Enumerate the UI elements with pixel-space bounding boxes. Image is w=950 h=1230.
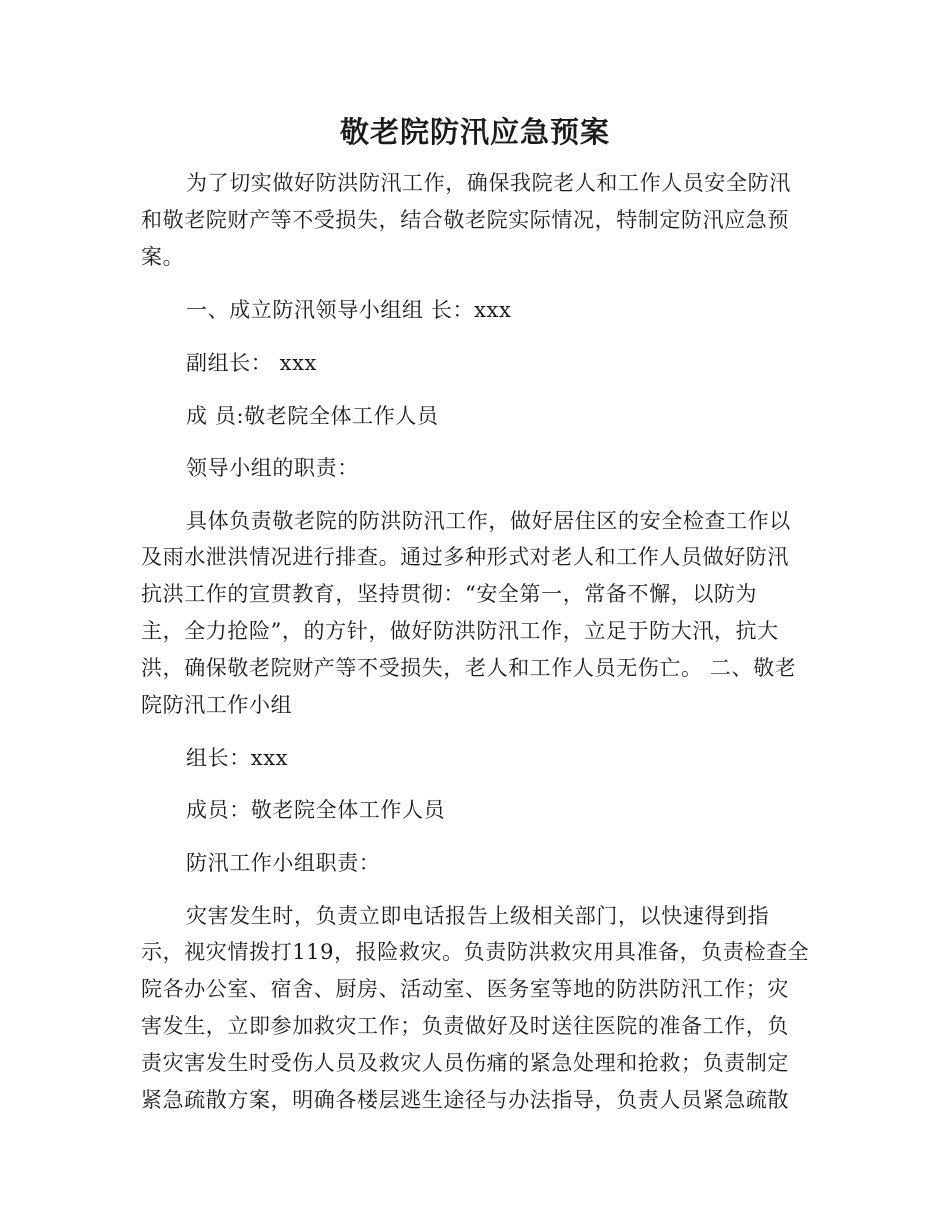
paragraph-line: 组长：xxx xyxy=(186,746,289,770)
paragraph-line: 洪，确保敬老院财产等不受损失，老人和工作人员无伤亡。 二、敬老 xyxy=(141,656,797,680)
document-title: 敬老院防汛应急预案 xyxy=(339,115,610,149)
paragraph-line: 防汛工作小组职责： xyxy=(186,851,381,875)
paragraph-line: 及雨水泄洪情况进行排查。通过多种形式对老人和工作人员做好防汛 xyxy=(141,545,789,569)
paragraph-line: 领导小组的职责： xyxy=(186,456,359,480)
paragraph-line: 责灾害发生时受伤人员及救灾人员伤痛的紧急处理和抢救；负责制定 xyxy=(141,1051,789,1075)
paragraph-line: 具体负责敬老院的防洪防汛工作，做好居住区的安全检查工作以 xyxy=(186,509,791,533)
paragraph-line: 成员：敬老院全体工作人员 xyxy=(186,798,446,822)
paragraph-line: 院各办公室、宿舍、厨房、活动室、医务室等地的防洪防汛工作；灾 xyxy=(141,977,789,1001)
section-heading: 一、成立防汛领导小组组 长：xxx xyxy=(186,298,512,322)
paragraph-line: 成 员:敬老院全体工作人员 xyxy=(186,404,439,428)
paragraph-line: 主，全力抢险”，的方针，做好防洪防汛工作，立足于防大汛，抗大 xyxy=(141,619,779,643)
paragraph-line: 害发生，立即参加救灾工作；负责做好及时送往医院的准备工作，负 xyxy=(141,1014,789,1038)
paragraph-line: 院防汛工作小组 xyxy=(141,693,293,717)
paragraph-line: 示，视灾情拨打119，报险救灾。负责防洪救灾用具准备，负责检查全 xyxy=(141,940,810,964)
paragraph-line: 抗洪工作的宣贯教育，坚持贯彻：“安全第一，常备不懈，以防为 xyxy=(141,582,758,606)
paragraph-line: 案。 xyxy=(141,245,185,269)
paragraph-line: 灾害发生时，负责立即电话报告上级相关部门，以快速得到指 xyxy=(186,904,770,928)
paragraph-line: 为了切实做好防洪防汛工作，确保我院老人和工作人员安全防汛 xyxy=(186,171,791,195)
paragraph-line: 和敬老院财产等不受损失，结合敬老院实际情况，特制定防汛应急预 xyxy=(141,208,789,232)
paragraph-line: 副组长： xxx xyxy=(186,351,318,375)
paragraph-line: 紧急疏散方案，明确各楼层逃生途径与办法指导，负责人员紧急疏散 xyxy=(141,1088,789,1112)
